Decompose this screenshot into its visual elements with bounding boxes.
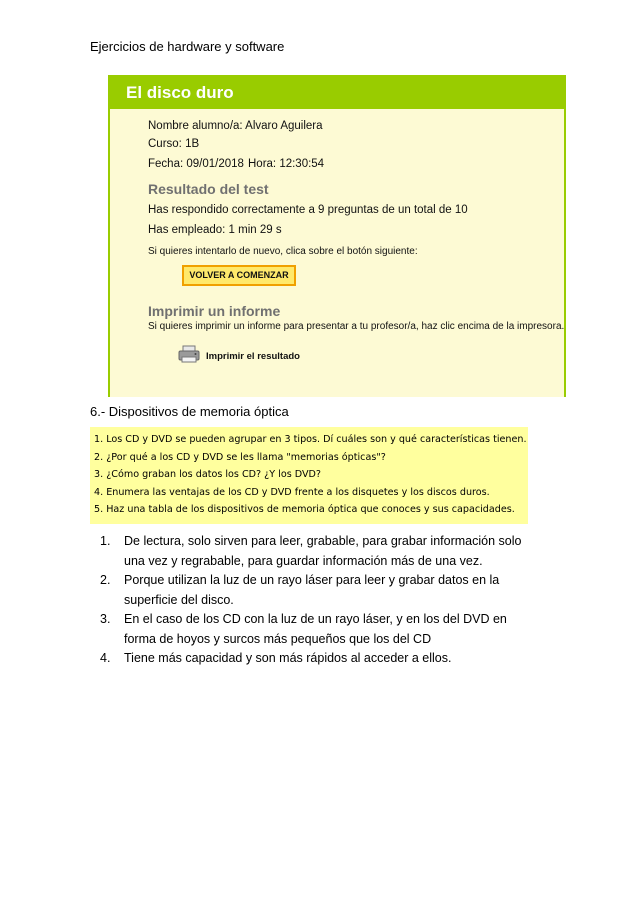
answer-text: Porque utilizan la luz de un rayo láser para leer y grabar datos en la superficie del disco. bbox=[124, 573, 500, 607]
answer-item bbox=[100, 571, 540, 610]
print-heading: Imprimir un informe bbox=[148, 303, 281, 319]
panel-title-bar bbox=[110, 77, 564, 109]
print-hint: Si quieres imprimir un informe para presentar a tu profesor/a, haz clic encima de la impresora. bbox=[148, 321, 565, 332]
restart-button[interactable]: VOLVER A COMENZAR bbox=[182, 265, 296, 286]
retry-hint: Si quieres intentarlo de nuevo, clica sobre el botón siguiente: bbox=[148, 246, 418, 257]
test-date: Fecha: 09/01/2018 bbox=[148, 158, 244, 170]
question-item: 1. Los CD y DVD se pueden agrupar en 3 tipos. Dí cuáles son y qué características tienen. bbox=[94, 434, 527, 445]
answer-item bbox=[100, 610, 540, 649]
answer-text: De lectura, solo sirven para leer, grabable, para grabar información solo una vez y regrabable, para guardar información más de una vez. bbox=[124, 534, 522, 568]
answer-text: En el caso de los CD con la luz de un rayo láser, y en los del DVD en forma de hoyos y surcos más pequeños que los del CD bbox=[124, 612, 507, 646]
answer-text: Tiene más capacidad y son más rápidos al acceder a ellos. bbox=[124, 651, 452, 665]
answer-number: 3. bbox=[100, 612, 111, 626]
panel-title: El disco duro bbox=[126, 83, 234, 102]
result-heading: Resultado del test bbox=[148, 181, 269, 197]
answer-item bbox=[100, 532, 540, 571]
question-item: 3. ¿Cómo graban los datos los CD? ¿Y los DVD? bbox=[94, 469, 322, 480]
answer-number: 1. bbox=[100, 534, 111, 548]
course: Curso: 1B bbox=[148, 138, 200, 150]
answer-item bbox=[100, 649, 540, 669]
section-heading: 6.- Dispositivos de memoria óptica bbox=[90, 404, 289, 419]
document-header: Ejercicios de hardware y software bbox=[90, 39, 285, 54]
result-line: Has respondido correctamente a 9 preguntas de un total de 10 bbox=[148, 204, 468, 216]
answers-list bbox=[100, 532, 540, 669]
test-result-panel bbox=[108, 75, 566, 397]
answer-number: 2. bbox=[100, 573, 111, 587]
questions-box bbox=[90, 427, 528, 524]
student-name: Nombre alumno/a: Alvaro Aguilera bbox=[148, 120, 323, 132]
test-time: Hora: 12:30:54 bbox=[248, 158, 325, 170]
time-spent: Has empleado: 1 min 29 s bbox=[148, 224, 282, 236]
answer-number: 4. bbox=[100, 651, 111, 665]
print-result-link[interactable]: Imprimir el resultado bbox=[206, 351, 300, 362]
printer-icon[interactable] bbox=[178, 345, 200, 363]
question-item: 2. ¿Por qué a los CD y DVD se les llama "memorias ópticas"? bbox=[94, 451, 386, 463]
question-item: 4. Enumera las ventajas de los CD y DVD frente a los disquetes y los discos duros. bbox=[94, 486, 490, 498]
question-item: 5. Haz una tabla de los dispositivos de memoria óptica que conoces y sus capacidades. bbox=[94, 504, 515, 515]
